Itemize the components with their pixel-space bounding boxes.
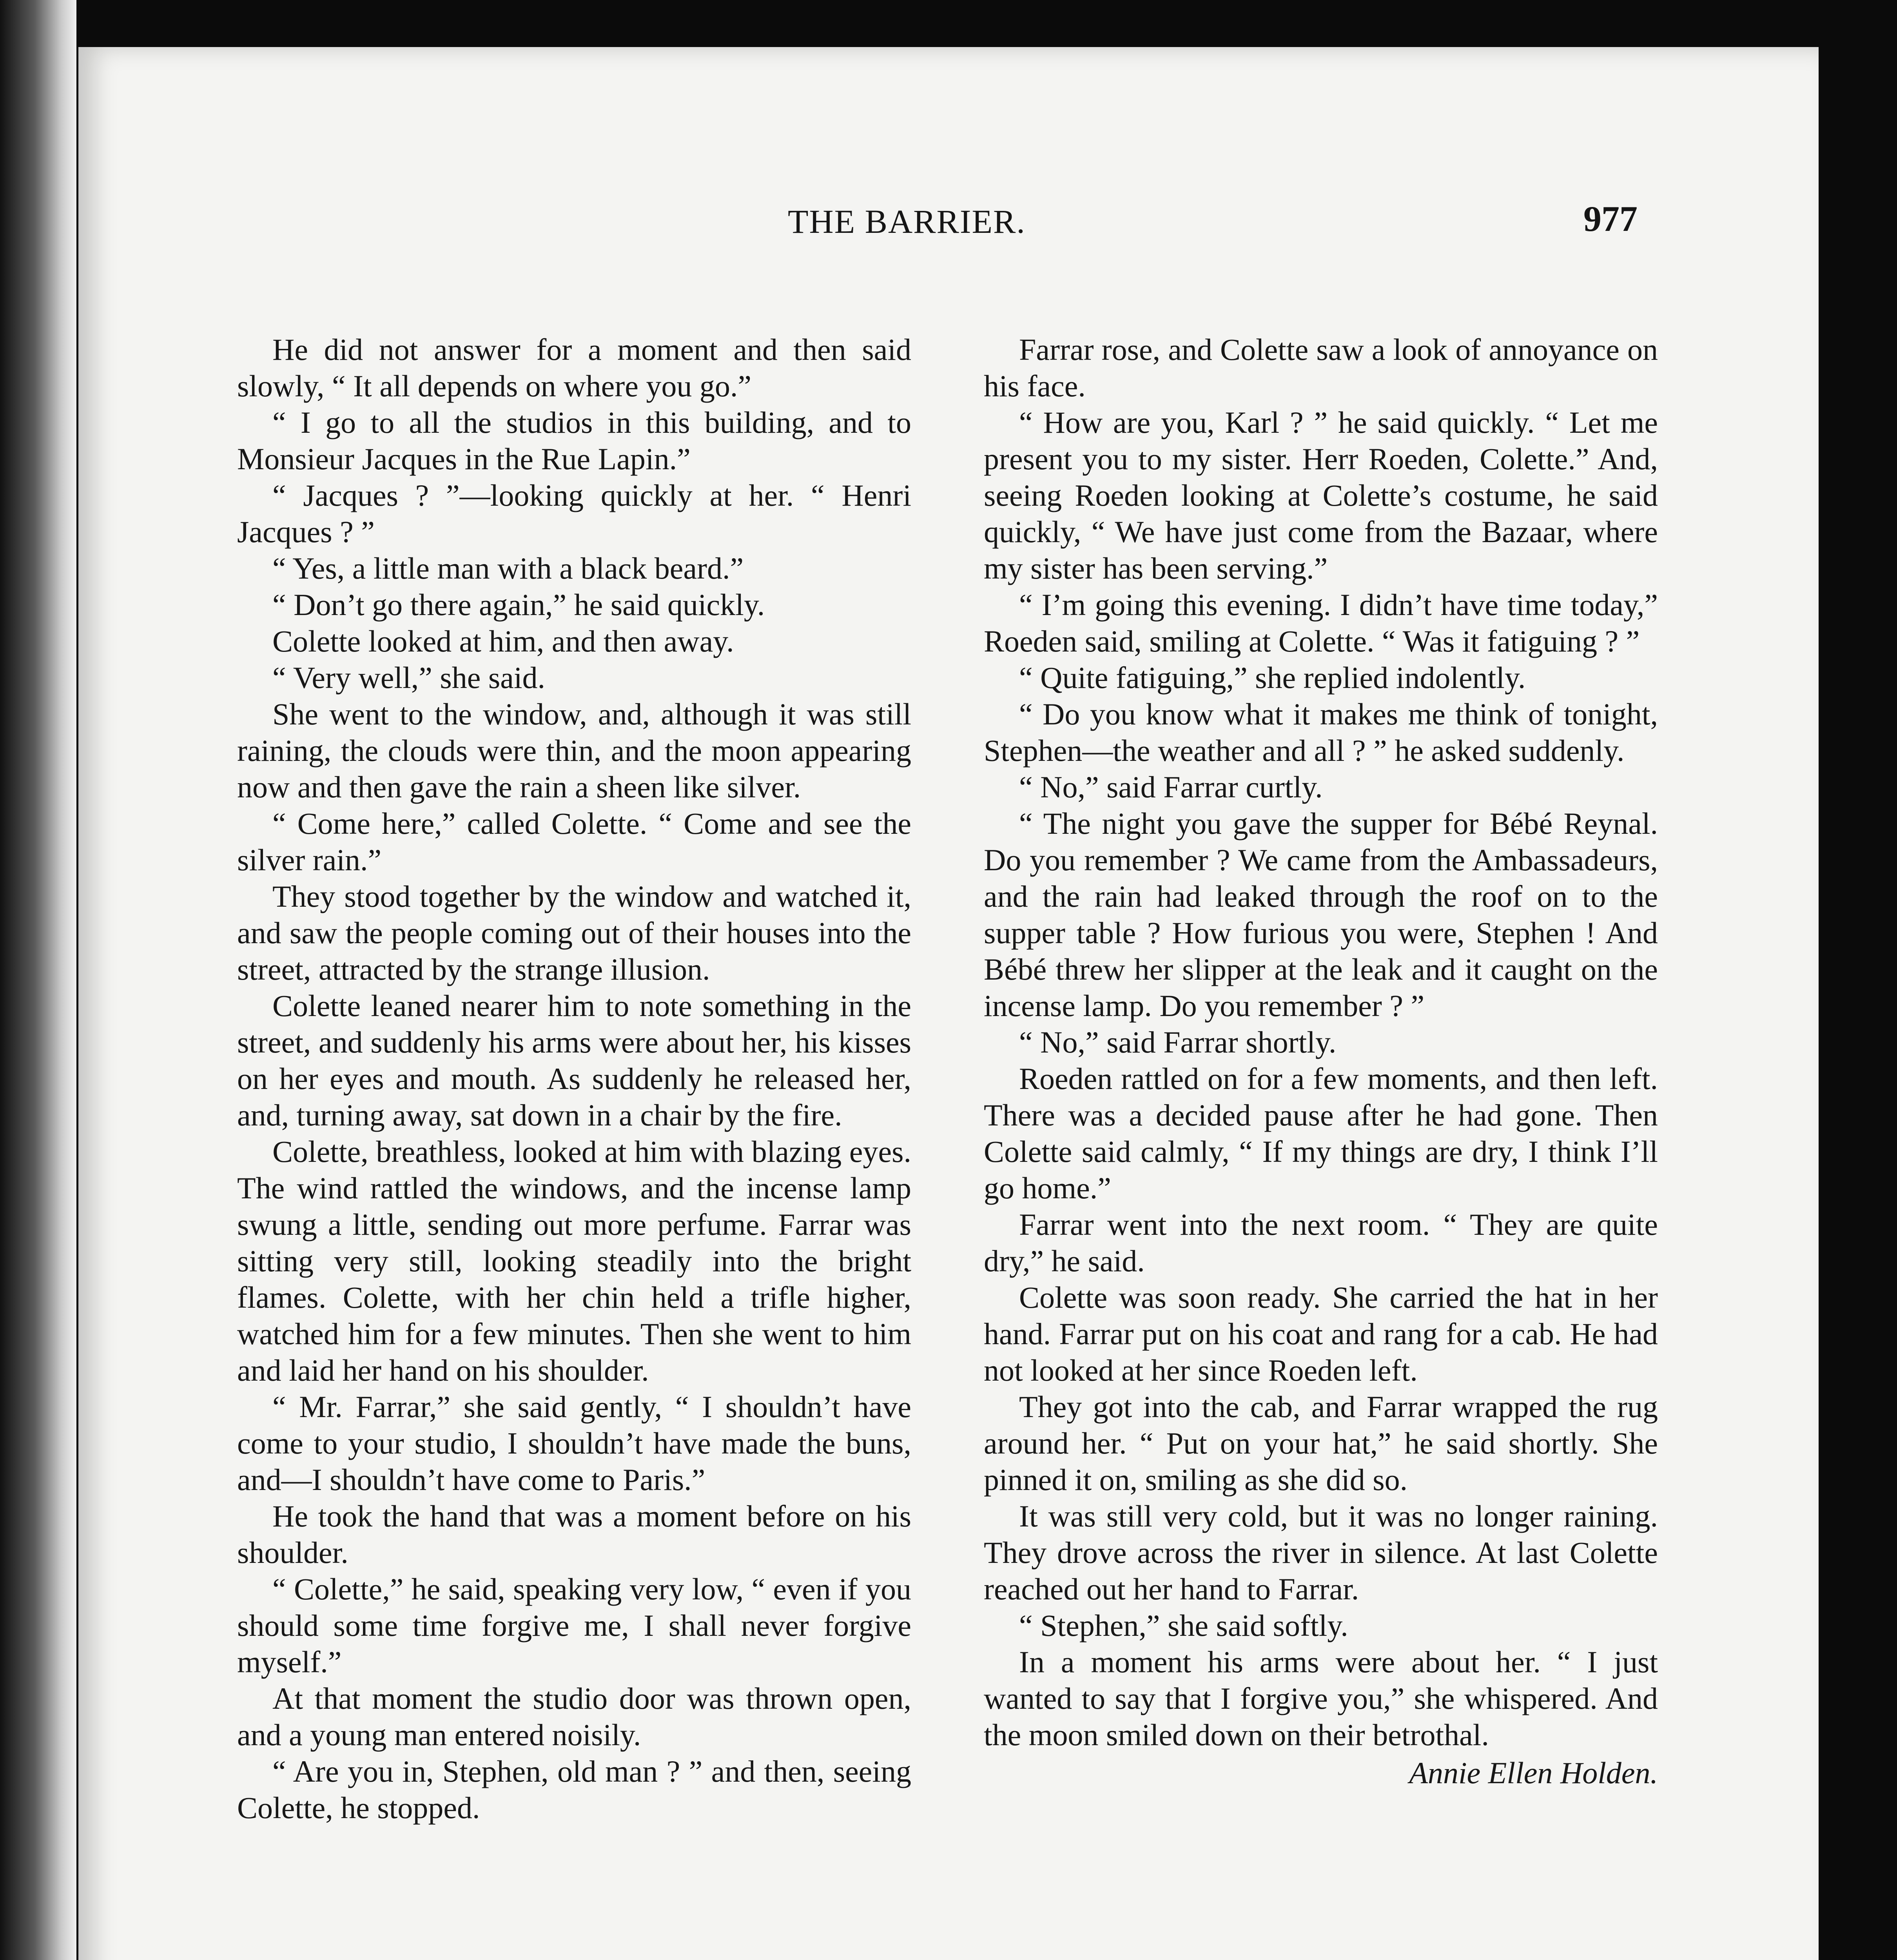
paragraph: “ I go to all the studios in this building, and to Monsieur Jacques in the Rue Lapin.”	[237, 405, 911, 476]
paragraph: “ Do you know what it makes me think of tonight, Stephen—the weather and all ? ” he asked suddenly.	[984, 697, 1658, 768]
paragraph: “ Mr. Farrar,” she said gently, “ I shouldn’t have come to your studio, I shouldn’t have made the buns, and—I shouldn’t have come to Paris.”	[237, 1390, 911, 1497]
story-column-right	[984, 331, 1658, 1791]
paragraph: “ Yes, a little man with a black beard.”	[272, 551, 744, 585]
paragraph: “ No,” said Farrar curtly.	[1019, 770, 1323, 804]
paragraph: “ No,” said Farrar shortly.	[1019, 1025, 1337, 1059]
paragraph: It was still very cold, but it was no longer raining. They drove across the river in silence. At last Colette reached out her hand to Farrar.	[984, 1499, 1658, 1606]
paragraph: Roeden rattled on for a few moments, and then left. There was a decided pause after he had gone. Then Colette said calmly, “ If my things are dry, I think I’ll go home.”	[984, 1062, 1658, 1205]
book-spine-shadow	[0, 0, 76, 1960]
paragraph: Colette was soon ready. She carried the hat in her hand. Farrar put on his coat and rang for a cab. He had not looked at her since Roeden left.	[984, 1280, 1658, 1387]
paragraph: “ Quite fatiguing,” she replied indolently.	[1019, 661, 1526, 695]
story-column-left	[237, 331, 911, 1826]
paragraph: “ The night you gave the supper for Bébé Reynal. Do you remember ? We came from the Ambassadeurs, and the rain had leaked through the roof on to the supper table ? How furious you were, Stephen ! And Bébé threw her slipper at the leak and it caught on the incense lamp. Do you remember ? ”	[984, 806, 1658, 1023]
paragraph: “ Come here,” called Colette. “ Come and see the silver rain.”	[237, 806, 911, 877]
paragraph: Colette looked at him, and then away.	[272, 624, 734, 658]
paragraph: They stood together by the window and watched it, and saw the people coming out of their houses into the street, attracted by the strange illusion.	[237, 879, 911, 986]
paragraph: “ Don’t go there again,” he said quickly.	[272, 588, 765, 622]
paragraph: At that moment the studio door was thrown open, and a young man entered noisily.	[237, 1681, 911, 1752]
paragraph: “ I’m going this evening. I didn’t have time today,” Roeden said, smiling at Colette. “ Was it fatiguing ? ”	[984, 588, 1658, 658]
paragraph: Farrar went into the next room. “ They are quite dry,” he said.	[984, 1207, 1658, 1278]
paragraph: “ Very well,” she said.	[272, 661, 546, 695]
paragraph: They got into the cab, and Farrar wrapped the rug around her. “ Put on your hat,” he said shortly. She pinned it on, smiling as she did so.	[984, 1390, 1658, 1497]
paragraph: He did not answer for a moment and then said slowly, “ It all depends on where you go.”	[237, 332, 911, 403]
paragraph: He took the hand that was a moment before on his shoulder.	[237, 1499, 911, 1570]
running-head: THE BARRIER.	[788, 203, 1026, 240]
paragraph: She went to the window, and, although it was still raining, the clouds were thin, and the moon appearing now and then gave the rain a sheen like silver.	[237, 697, 911, 804]
author-signature: Annie Ellen Holden.	[1409, 1756, 1658, 1790]
paragraph: In a moment his arms were about her. “ I just wanted to say that I forgive you,” she whispered. And the moon smiled down on their betrothal.	[984, 1645, 1658, 1752]
paragraph: Colette, breathless, looked at him with blazing eyes. The wind rattled the windows, and the incense lamp swung a little, sending out more perfume. Farrar was sitting very still, looking steadily into the bright flames. Colette, with her chin held a trifle higher, watched him for a few minutes. Then she went to him and laid her hand on his shoulder.	[237, 1134, 911, 1387]
paragraph: Colette leaned nearer him to note something in the street, and suddenly his arms were about her, his kisses on her eyes and mouth. As suddenly he released her, and, turning away, sat down in a chair by the fire.	[237, 989, 911, 1132]
page-number: 977	[1583, 199, 1638, 239]
paragraph: “ Jacques ? ”—looking quickly at her. “ Henri Jacques ? ”	[237, 478, 911, 549]
paragraph: “ Are you in, Stephen, old man ? ” and then, seeing Colette, he stopped.	[237, 1754, 911, 1825]
paragraph: “ Colette,” he said, speaking very low, “ even if you should some time forgive me, I shall never forgive myself.”	[237, 1572, 911, 1679]
paragraph: “ Stephen,” she said softly.	[1019, 1608, 1348, 1642]
paragraph: Farrar rose, and Colette saw a look of annoyance on his face.	[984, 332, 1658, 403]
paragraph: “ How are you, Karl ? ” he said quickly. “ Let me present you to my sister. Herr Roeden, Colette.” And, seeing Roeden looking at Colette’s costume, he said quickly, “ We have just come from the Bazaar, where my sister has been serving.”	[984, 405, 1658, 585]
magazine-page	[78, 47, 1819, 1960]
